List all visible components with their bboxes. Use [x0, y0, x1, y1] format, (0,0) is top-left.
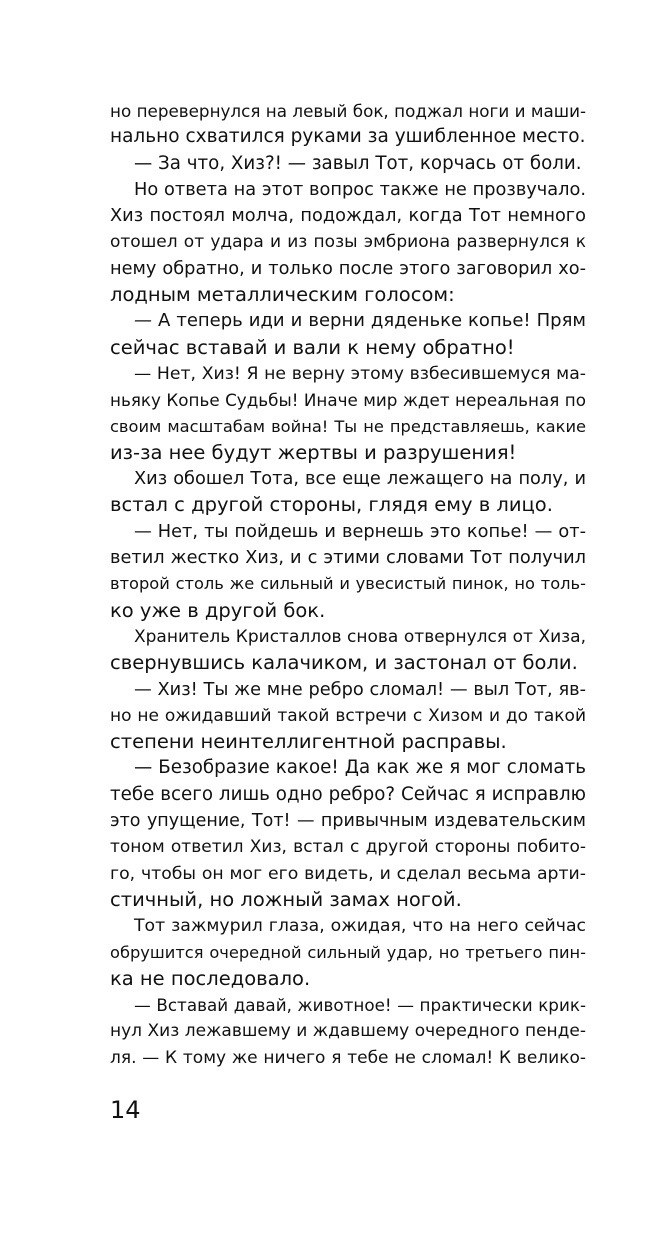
text-line: — Хиз! Ты же мне ребро сломал! — выл Тот, яв- [134, 679, 586, 700]
text-line: ньяку Копье Судьбы! Иначе мир ждет нереальная по [110, 390, 586, 411]
text-line: сейчас вставай и вали к нему обратно! [110, 335, 515, 359]
text-line: степени неинтеллигентной расправы. [110, 730, 507, 754]
text-line: Но ответа на этот вопрос также не прозвучало. [134, 179, 586, 200]
text-line: своим масштабам война! Ты не представляешь, какие [110, 416, 586, 436]
text-line: Хранитель Кристаллов снова отвернулся от Хиза, [134, 626, 586, 647]
text-line: — А теперь иди и верни дяденьке копье! Прям [134, 310, 586, 332]
text-line: второй столь же сильный и увесистый пинок, но толь- [110, 574, 586, 594]
text-line: — Безобразие какое! Да как же я мог сломать [134, 757, 586, 779]
text-line: — Вставай давай, животное! — практически крик- [134, 995, 586, 1016]
text-line: — Нет, Хиз! Я не верну этому взбесившемуся ма- [134, 363, 586, 384]
text-line: Тот зажмурил глаза, ожидая, что на него сейчас [134, 916, 586, 937]
text-line: лодным металлическим голосом: [110, 283, 455, 307]
text-line: — Нет, ты пойдешь и вернешь это копье! — от- [134, 521, 586, 542]
text-line: обрушится очередной сильный удар, но третьего пин- [110, 942, 586, 962]
text-line: тебе всего лишь одно ребро? Сейчас я исправлю [110, 783, 586, 805]
text-line: встал с другой стороны, глядя ему в лицо. [110, 493, 553, 517]
body-text [110, 98, 586, 1071]
text-line: нул Хиз лежавшему и ждавшему очередного пенде- [110, 1021, 586, 1042]
text-line: ля. — К тому же ничего я тебе не сломал! К велико- [110, 1047, 586, 1068]
text-line: стичный, но ложный замах ногой. [110, 887, 462, 911]
text-line: свернувшись калачиком, и застонал от боли. [110, 651, 578, 675]
text-line: ко уже в другой бок. [110, 598, 326, 622]
text-line: ка не последовало. [110, 966, 311, 990]
text-line: Хиз постоял молча, подождал, когда Тот немного [110, 206, 586, 227]
text-line: го, чтобы он мог его видеть, и сделал весьма арти- [110, 863, 586, 884]
text-line: нально схватился руками за ушибленное место. [110, 126, 586, 148]
text-line: тоном ответил Хиз, встал с другой стороны побито- [110, 837, 586, 858]
text-line: ветил жестко Хиз, и с этими словами Тот получил [110, 548, 586, 569]
text-line: Хиз обошел Тота, все еще лежащего на полу, и [134, 469, 586, 490]
text-line: это упущение, Тот! — привычным издевательским [110, 811, 586, 832]
text-line: — За что, Хиз?! — завыл Тот, корчась от боли. [134, 152, 582, 174]
text-line: из-за нее будут жертвы и разрушения! [110, 440, 517, 464]
text-line: отошел от удара и из позы эмбриона развернулся к [110, 232, 586, 253]
page-number: 14 [110, 1096, 141, 1124]
text-line: нему обратно, и только после этого заговорил хо- [110, 258, 586, 279]
text-line: но перевернулся на левый бок, поджал ноги и маши- [110, 101, 586, 121]
text-line: но не ожидавший такой встречи с Хизом и до такой [110, 705, 586, 726]
